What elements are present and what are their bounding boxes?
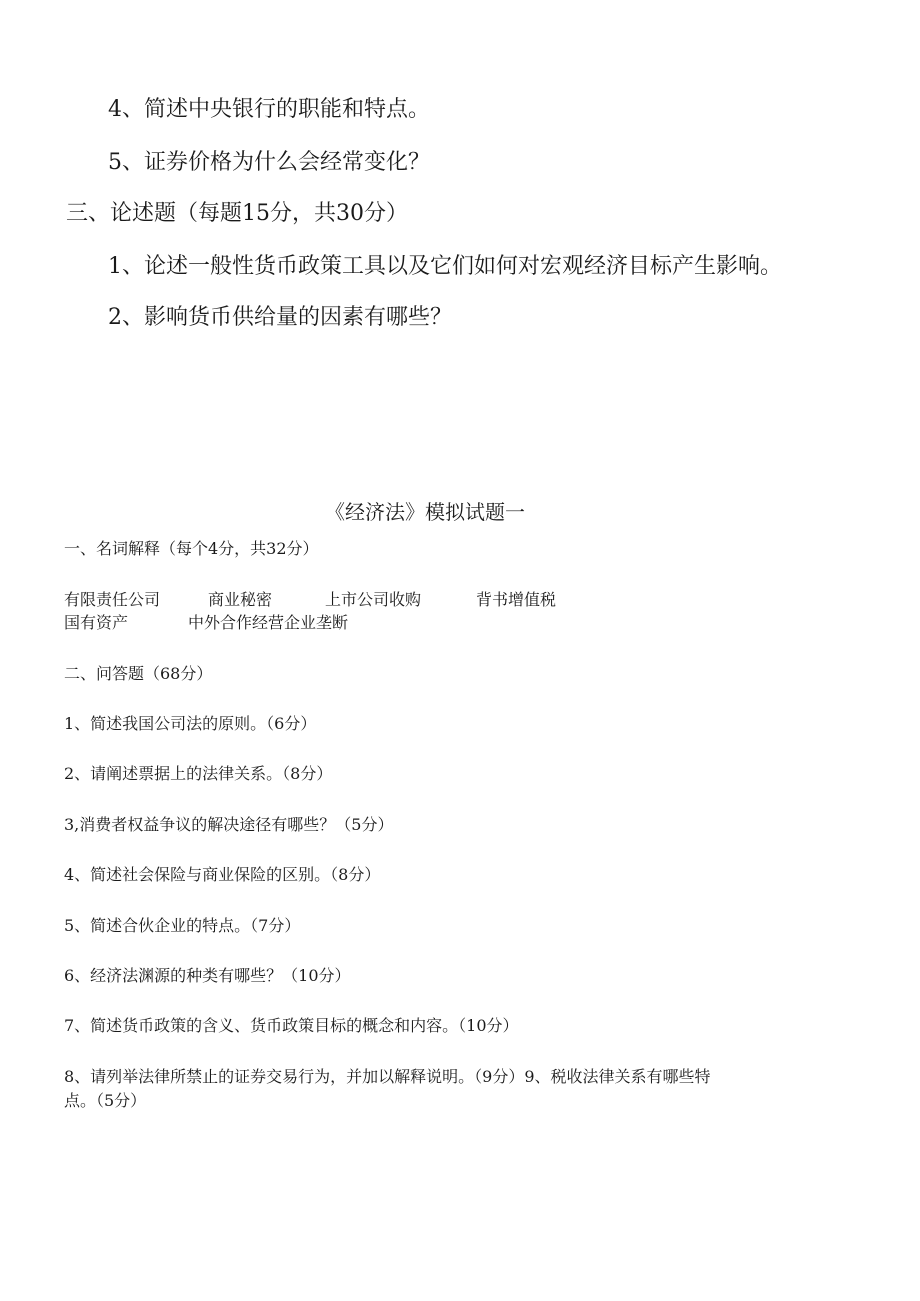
term-item: 上市公司收购 (325, 590, 422, 609)
essay-question-1: 1、论述一般性货币政策工具以及它们如何对宏观经济目标产生影响。 (108, 254, 782, 279)
term-item: 国有资产 (64, 613, 129, 632)
list-item: 5、简述合伙企业的特点。（7分） (64, 916, 301, 935)
list-item: 8、请列举法律所禁止的证券交易行为，并加以解释说明。（9分）9、税收法律关系有哪些特 (64, 1067, 711, 1086)
term-item: 中外合作经营企业垄断 (188, 613, 349, 632)
list-item: 3,消费者权益争议的解决途径有哪些？（5分） (64, 815, 394, 834)
term-item: 商业秘密 (208, 590, 273, 609)
exam-title: 《经济法》模拟试题一 (325, 500, 525, 524)
section-heading-essay: 三、论述题（每题15分，共30分） (66, 201, 408, 226)
list-item: 7、简述货币政策的含义、货币政策目标的概念和内容。（10分） (64, 1016, 519, 1035)
list-item: 1、简述我国公司法的原则。（6分） (64, 714, 317, 733)
question-5: 5、证券价格为什么会经常变化？ (108, 150, 430, 175)
part2-heading: 二、问答题（68分） (64, 664, 213, 683)
list-item-continuation: 点。（5分） (64, 1091, 147, 1110)
term-item: 有限责任公司 (64, 590, 161, 609)
list-item: 4、简述社会保险与商业保险的区别。（8分） (64, 865, 381, 884)
part1-heading: 一、名词解释（每个4分，共32分） (64, 539, 319, 558)
list-item: 2、请阐述票据上的法律关系。（8分） (64, 764, 333, 783)
list-item: 6、经济法渊源的种类有哪些？（10分） (64, 966, 351, 985)
term-item: 背书增值税 (476, 590, 557, 609)
question-4: 4、简述中央银行的职能和特点。 (108, 97, 430, 122)
essay-question-2: 2、影响货币供给量的因素有哪些？ (108, 305, 452, 330)
